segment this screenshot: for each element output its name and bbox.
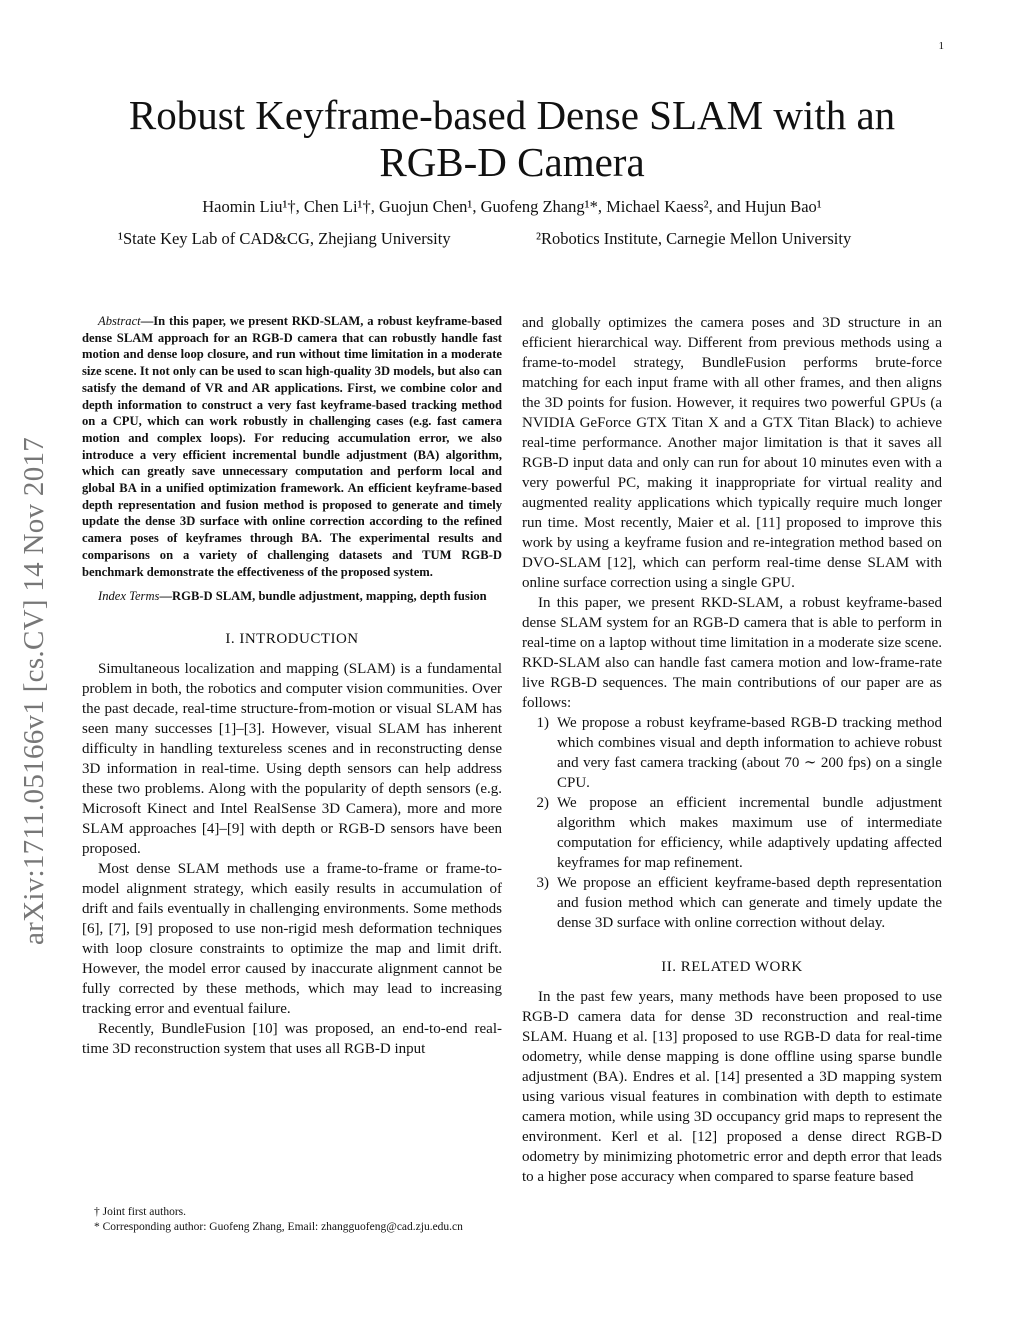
paper-title: Robust Keyframe-based Dense SLAM with an RGB-D Camera — [128, 92, 896, 185]
paragraph: and globally optimizes the camera poses and 3D structure in an efficient hierarchical way. Different from previous methods using a frame-to-model strategy, BundleFusion performs brute-force matching for each input frame with all other frames, and then aligns the 3D points for fusion. However, it requires two powerful GPUs (a NVIDIA GeForce GTX Titan X and a GTX Titan Black) to achieve real-time performance. Another major limitation is that it saves all RGB-D input data and only can run for about 10 minutes even with a very powerful PC, making it inappropriate for virtual reality and augmented reality applications which typically require much longer run time. Most recently, Maier et al. [11] proposed to improve this work by using a keyframe fusion and re-integration method based on DVO-SLAM [12], which can perform real-time dense SLAM with online surface correction using a single GPU. — [522, 315, 942, 591]
paragraph: Recently, BundleFusion [10] was proposed, an end-to-end real-time 3D reconstruction system that uses all RGB-D input — [82, 1020, 502, 1057]
list-text: We propose a robust keyframe-based RGB-D tracking method which combines visual and depth information to achieve robust and very fast camera tracking (about 70 ∼ 200 fps) on a single CPU. — [557, 715, 942, 791]
left-column — [82, 313, 502, 1059]
affiliation-1: ¹State Key Lab of CAD&CG, Zhejiang University — [118, 229, 451, 248]
section-heading-related-work: II. RELATED WORK — [661, 959, 803, 975]
list-text: We propose an efficient incremental bundle adjustment algorithm which makes maximum use of intermediate computation for efficiency, while adaptively updating affected keyframes for map refinement. — [557, 795, 942, 871]
section-heading-introduction: I. INTRODUCTION — [225, 630, 359, 647]
index-terms-label: Index Terms — [98, 589, 160, 604]
page-number: 1 — [938, 40, 944, 52]
paragraph: Most dense SLAM methods use a frame-to-frame or frame-to-model alignment strategy, which easily results in accumulation of drift and fails eventually in challenging environments. Some methods [6], [7], [9] proposed to use non-rigid mesh deformation techniques with loop closure constraints to optimize the map and limit drift. However, the model error caused by inaccurate alignment cannot be fully corrected by these methods, which may lead to increasing tracking error and eventual failure. — [82, 860, 502, 1017]
list-number: 3) — [536, 875, 549, 891]
footnote: † Joint first authors. — [94, 1206, 186, 1218]
index-terms — [82, 588, 502, 605]
paragraph: Simultaneous localization and mapping (SLAM) is a fundamental problem in both, the robotics and computer vision communities. Over the past decade, real-time structure-from-motion or visual SLAM has seen many successes [1]–[3]. However, visual SLAM has inherent difficulty in handling textureless scenes and in reconstructing dense 3D information in real-time. Using depth sensors can help address these two problems. Along with the popularity of depth sensors (e.g. Microsoft Kinect and Intel RealSense 3D Camera), more and more SLAM approaches [4]–[9] with depth or RGB-D sensors have been proposed. — [82, 660, 502, 857]
footnote: * Corresponding author: Guofeng Zhang, Email: zhangguofeng@cad.zju.edu.cn — [94, 1221, 463, 1233]
author-list: Haomin Liu¹†, Chen Li¹†, Guojun Chen¹, Guofeng Zhang¹*, Michael Kaess², and Hujun Bao¹ — [202, 197, 822, 216]
arxiv-identifier: arXiv:1711.05166v1 [cs.CV] 14 Nov 2017 — [18, 436, 50, 945]
index-terms-text: —RGB-D SLAM, bundle adjustment, mapping, depth fusion — [159, 589, 487, 604]
list-item — [522, 713, 942, 793]
list-number: 2) — [536, 795, 549, 811]
affiliation-2: ²Robotics Institute, Carnegie Mellon University — [536, 229, 852, 248]
right-column — [522, 313, 942, 1187]
abstract — [82, 313, 502, 580]
footnotes — [82, 1205, 502, 1235]
abstract-label: Abstract — [98, 314, 141, 328]
list-text: We propose an efficient keyframe-based depth representation and fusion method which can generate and timely update the dense 3D surface with online correction without delay. — [557, 875, 942, 931]
abstract-text: —In this paper, we present RKD-SLAM, a robust keyframe-based dense SLAM approach for an RGB-D camera that can robustly handle fast motion and dense loop closure, and run without time limitation in a moderate size scene. It not only can be used to scan high-quality 3D models, but also can satisfy the demand of VR and AR applications. First, we combine color and depth information to construct a very fast keyframe-based tracking method on a CPU, which can work robustly in challenging cases (e.g. fast camera motion and complex loops). For reducing accumulation error, we also introduce a very efficient incremental bundle adjustment (BA) algorithm, which can greatly save unnecessary computation and perform local and global BA in a unified optimization framework. An efficient keyframe-based depth representation and fusion method is proposed to generate and timely update the dense 3D surface with online correction according to the refined camera poses of keyframes through BA. The experimental results and comparisons on a variety of challenging datasets and TUM RGB-D benchmark demonstrate the effectiveness of the proposed system. — [82, 314, 502, 579]
contributions-list — [522, 713, 942, 933]
list-number: 1) — [536, 715, 549, 731]
paragraph: In this paper, we present RKD-SLAM, a robust keyframe-based dense SLAM system for an RGB-D camera that is able to perform in real-time on a laptop without time limitation in a moderate size scene. RKD-SLAM also can handle fast camera motion and low-frame-rate live RGB-D sequences. The main contributions of our paper are as follows: — [522, 595, 942, 711]
list-item — [522, 793, 942, 873]
paragraph: In the past few years, many methods have been proposed to use RGB-D camera data for dense 3D reconstruction and real-time SLAM. Huang et al. [13] proposed to use RGB-D data for real-time odometry, while dense mapping is done offline using sparse bundle adjustment (BA). Endres et al. [14] presented a 3D mapping system using various visual features in combination with depth to estimate camera motion, while using 3D occupancy grid maps to represent the environment. Kerl et al. [12] proposed a dense direct RGB-D odometry by minimizing photometric error and depth error that leads to a higher pose accuracy when compared to sparse feature based — [522, 989, 942, 1185]
list-item — [522, 873, 942, 933]
